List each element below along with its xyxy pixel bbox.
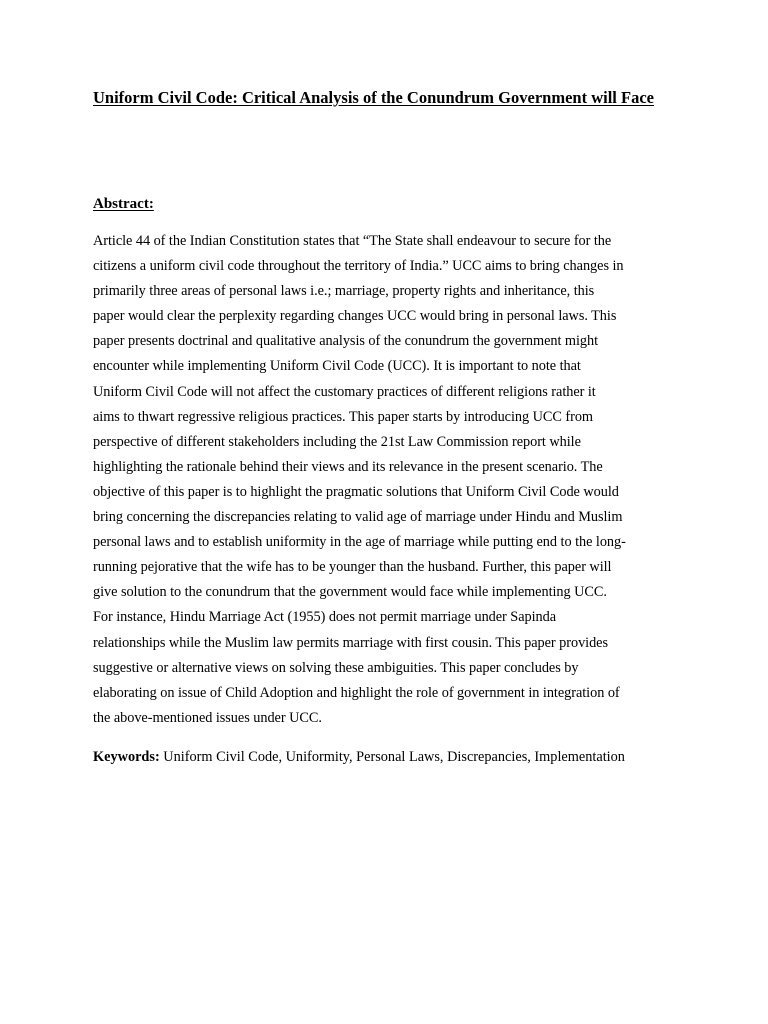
keywords-label: Keywords: (93, 749, 160, 765)
abstract-heading: Abstract: (93, 196, 154, 212)
abstract-text: Article 44 of the Indian Constitution states that “The State shall endeavour to secure for the citizens a uniform civil code throughout the territory of India.” UCC aims to bring changes in primarily three areas of personal laws i.e.; marriage, property rights and inheritance, this paper would clear the perplexity regarding changes UCC would bring in personal laws. This paper presents doctrinal and qualitative analysis of the conundrum the government might encounter while implementing Uniform Civil Code (UCC). It is important to note that Uniform Civil Code will not affect the customary practices of different religions rather it aims to thwart regressive religious practices. This paper starts by introducing UCC from perspective of different stakeholders including the 21st Law Commission report while highlighting the rationale behind their views and its relevance in the present scenario. The objective of this paper is to highlight the pragmatic solutions that Uniform Civil Code would bring concerning the discrepancies relating to valid age of marriage under Hindu and Muslim personal laws and to establish uniformity in the age of marriage while putting end to the long- running pejorative that the wife has to be younger than the husband. Further, this paper will give solution to the conundrum that the government would face while implementing UCC. For instance, Hindu Marriage Act (1955) does not permit marriage under Sapinda relationships while the Muslim law permits marriage with first cousin. This paper provides suggestive or alternative views on solving these ambiguities. This paper concludes by elaborating on issue of Child Adoption and highlight the role of government in integration of the above-mentioned issues under UCC. (93, 233, 626, 726)
keywords-text: Uniform Civil Code, Uniformity, Personal Laws, Discrepancies, Implementation (163, 749, 625, 765)
keywords-line (93, 746, 693, 768)
paper-title: Uniform Civil Code: Critical Analysis of the Conundrum Government will Face (93, 88, 654, 107)
